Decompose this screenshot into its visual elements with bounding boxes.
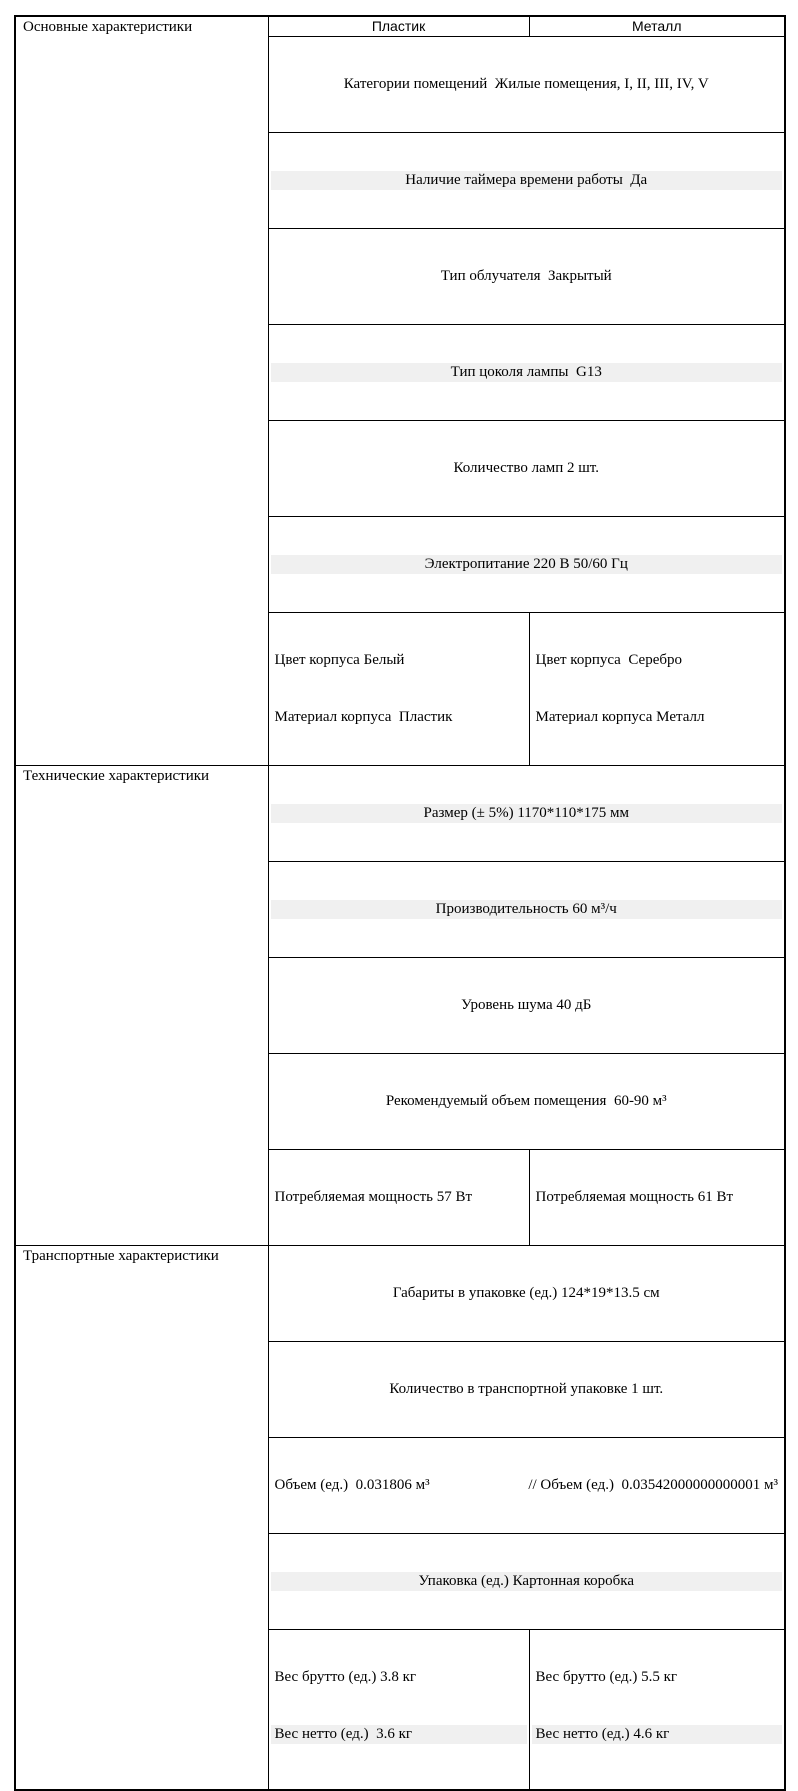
cell-body-plastic	[268, 613, 529, 766]
row-power-supply	[268, 517, 785, 613]
cell-power-metal	[529, 1150, 785, 1246]
room-volume-value: Рекомендуемый объем помещения 60-90 м³	[385, 1093, 667, 1109]
room-categories-value: Категории помещений Жилые помещения, I, II, III, IV, V	[343, 76, 709, 92]
cell-power-plastic	[268, 1150, 529, 1246]
column-header-metal: Металл	[529, 16, 785, 37]
noise-level-value: Уровень шума 40 дБ	[461, 997, 592, 1013]
section-label-main: Основные характеристики	[15, 16, 268, 766]
timer-value: Наличие таймера времени работы Да	[271, 171, 783, 190]
row-size	[268, 766, 785, 862]
gross-weight-plastic: Вес брутто (ед.) 3.8 кг	[274, 1669, 417, 1685]
power-supply-value: Электропитание 220 В 50/60 Гц	[271, 555, 783, 574]
power-consumption-plastic: Потребляемая мощность 57 Вт	[274, 1189, 473, 1205]
table-row	[15, 16, 785, 37]
body-material-metal: Материал корпуса Металл	[535, 709, 705, 725]
lamp-count-value: Количество ламп 2 шт.	[453, 460, 599, 476]
packaging-type-value: Упаковка (ед.) Картонная коробка	[271, 1572, 783, 1591]
table-row	[15, 766, 785, 862]
transport-quantity-value: Количество в транспортной упаковке 1 шт.	[389, 1381, 664, 1397]
column-header-plastic: Пластик	[268, 16, 529, 37]
row-irradiator-type	[268, 229, 785, 325]
net-weight-metal: Вес нетто (ед.) 4.6 кг	[532, 1725, 783, 1744]
row-room-volume	[268, 1054, 785, 1150]
body-color-metal: Цвет корпуса Серебро	[535, 652, 682, 668]
row-timer	[268, 133, 785, 229]
power-consumption-metal: Потребляемая мощность 61 Вт	[535, 1189, 734, 1205]
irradiator-type-value: Тип облучателя Закрытый	[440, 268, 612, 284]
row-lamp-socket	[268, 325, 785, 421]
specifications-table	[14, 15, 786, 1791]
lamp-socket-value: Тип цоколя лампы G13	[271, 363, 783, 382]
row-unit-volume	[268, 1438, 785, 1534]
row-lamp-count	[268, 421, 785, 517]
table-row	[15, 1246, 785, 1342]
gross-weight-metal: Вес брутто (ед.) 5.5 кг	[535, 1669, 678, 1685]
unit-volume-metal: // Объем (ед.) 0.03542000000000001 м³	[528, 1477, 778, 1493]
body-material-plastic: Материал корпуса Пластик	[274, 709, 453, 725]
body-color-plastic: Цвет корпуса Белый	[274, 652, 405, 668]
row-packaging-type	[268, 1534, 785, 1630]
row-capacity	[268, 862, 785, 958]
cell-body-metal	[529, 613, 785, 766]
package-dimensions-value: Габариты в упаковке (ед.) 124*19*13.5 см	[392, 1285, 660, 1301]
unit-volume-plastic: Объем (ед.) 0.031806 м³	[274, 1477, 430, 1493]
row-noise-level	[268, 958, 785, 1054]
size-value: Размер (± 5%) 1170*110*175 мм	[271, 804, 783, 823]
row-transport-quantity	[268, 1342, 785, 1438]
row-package-dimensions	[268, 1246, 785, 1342]
section-label-transport: Транспортные характеристики	[15, 1246, 268, 1791]
section-label-technical: Технические характеристики	[15, 766, 268, 1246]
cell-weight-plastic	[268, 1630, 529, 1791]
row-room-categories	[268, 37, 785, 133]
net-weight-plastic: Вес нетто (ед.) 3.6 кг	[271, 1725, 527, 1744]
cell-weight-metal	[529, 1630, 785, 1791]
capacity-value: Производительность 60 м³/ч	[271, 900, 783, 919]
